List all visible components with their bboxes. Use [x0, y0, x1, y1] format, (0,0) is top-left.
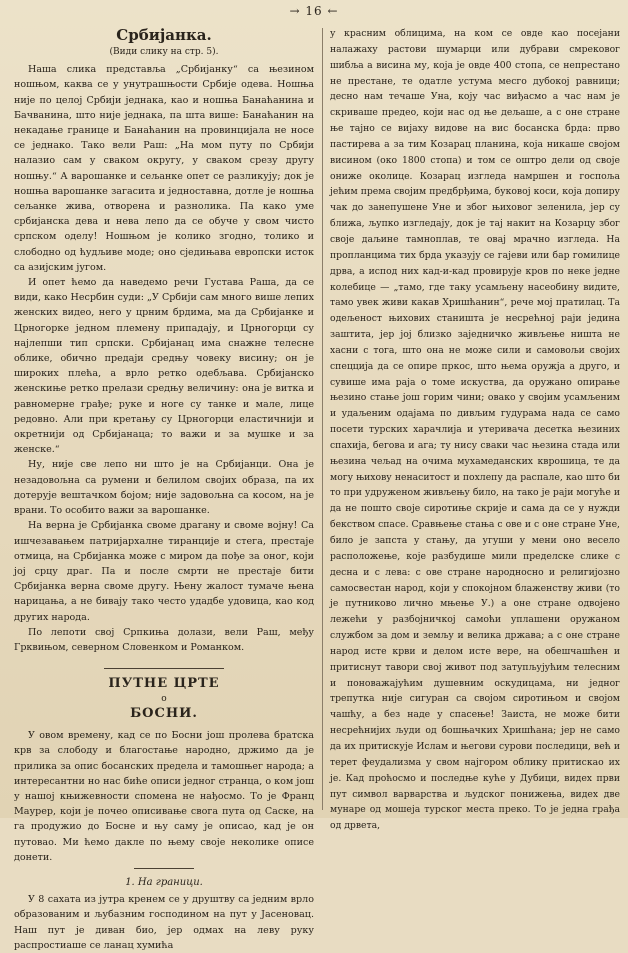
paragraph: У 8 сахата из јутра кренем се у друштву са једним врло образованим и љубазним господином на пут у Јасеновац. Наш пут је диван био, јер одмах на леву руку распростиаше се ланац хумића — [14, 894, 314, 951]
paragraph: Ну, није све лепо ни што је на Србијанци. Она је незадовољна са румени и белилом својих образа, па их дотерује вештачком бојом; није задовољна са косом, на је врани. То особито важи за варошанке. — [14, 459, 314, 517]
section-separator — [104, 658, 224, 669]
paragraph: У овом времену, кад се по Босни још пролева братска крв за слободу и благостање народно, држимо да је прилика за опис босанских предела и тамошњег народа; а интересантни но нас биће описи једног странца, о ком још у нашој књижевности спомена не нађосмо. То је Франц Маурер, који је почео описивање свога пута од Саске, на га продужио до Босне и њу саму је описао, кад је он путовао. Ми ћемо дакле по њему своје неколике описе донети. — [14, 730, 314, 863]
paragraph: На верна је Србијанка своме драгану и своме војну! Са ишчезавањем патријархалне тиранције и стега, престаје отмица, на Србијанка може с миром да пође за оног, који јој срцу драг. Па и после смрти не престаје бити Србијанка верна свомe другу. Њену жалост тумаче њена нарицања, а не бивају тако често удадбе удовица, као код других народа. — [14, 520, 314, 623]
paragraph: И опет ћемо да наведемо речи Густава Раша, да се види, како Несрбин суди: „У Србији сам много више лепих женских видео, него у црним брдима, ма да Србијанке и Црногорке једном племену припадају, и Црногорци су најлепши тип српски. Србијанац има снажне телесне облике, обично предаји средњу човеку висину; он је широких плећа, а врло ретко одебљава. Србијанско женскиње ретко прелази средњу величину: она је витка и равномерне грађе; руке и ноге су танке и мале, лице редовно. Али при кретању су Црногорци еластичнији и окретнији од Србијанаца; то важи и за мушке и за женске.“ — [14, 277, 314, 456]
subsection-title: 1. На граници. — [125, 876, 203, 888]
paragraph: у красним облицима, на ком се овде као посејани налажаху растови шумарци или дубрави смрековог шибља а висина му, која је овде 400 стопа, се непрестано не престане, те одатле устума месго дубокој равници; десно нам течаше Уна, коју час виђасмо а час нам је скриваше предео, који нас од ње дељаше, а с оне стране ње тајно се вијаху видове на вис босанска брда: прво пастирева а за тим Козарац планина, која никаше својом висином (око 1800 стопа) и том се оштро дели од своје ониже околице. Козарац изгледа намршен и госпоља јећим према својим предбрђима, буковој коси, која допиру чак до занепушене Уне и због њиховог зеленила, јер су ближа, љупко изгледају, док је тај накит на Козарцу због своје даљине тамноплав, те овај мрачно изгледа. На пропланцима тих брда указују се гајеви или бар гомилице дрва, а испод них кад-и-кад провирује кров по неке једне колебице — „тамо, где таку усамљену насеобину видите, тамо увек живи какав Хришћанин“, рече мој пратилац. Та одељеност њихових станишта је несрећној раји једина заштита, јер јој близко заједничко живљење ништа не хасни с тога, што она не може сили и самовољи својих спецција да се опире пркос, што њема оружја а друго, и сувише има раја о томе искуства, да оружано опирање њезино стање још горим чини; овако у своjим усамљеним и удаљеним одајама по дивљим гудурама нада се само посети турских харачлија и утеривача десетка њезиних спахија, бегова и ага; ту нису сваки час њезина стада или њезина чељад на очима мухамеданских кврошица, те да могу њихову ненаситост и похлепу да распале, као што би то при удруженом живљењу било, на тако је раји могуће и да не пошто своје сиротиње скрије и сама да се у нужди бекством спасе. Сравњење стања с ове и с оне стране Уне, било је запста у стању, да угуши у мени оно весело расположење, које разбудише мили пределске слике с десна и с лева: с ове стране народносно и религијозно самосвестан народ, који у спокојном блаженству живи (то је путниково лично мњење У.) а оне стране одвојено лежећи у разбојничкој самоћи уплашени оружаном службом за дом и земљу и велика држава; а с оне стране народ исте крви и делом исте вере, на обешчашћен и притиснут тавори свој живот под затупљујућим телесним и поноважајућим душевним оскудицама, ни једног трепутка није сигуран са својом сиротињом и својом чашћу, а без наде у спасење! Заиста, не може бити несрећнијих људи од бошњачких Хришћана; јер не само да их притискује Ислам и његови сурови последици, већ и терет феудализма у свом најгором облику притискао их је. Кад проћосмо и последње куће у Дубици, видех први пут символ варварства и људског понижења, видех две мунаре од мошеја турског места преко. То је једна грађа од дрвета, — [330, 28, 620, 832]
short-rule — [134, 868, 194, 869]
paragraph: Наша слика представља „Србијанку“ са њезином ношњом, каква се у унутрашњости Србије одева. Ношња није по целој Србији једнака, као и ношња Банаћанина и Бачванина, што није једнака, па шта више: Банаћанин на некадање границе и Банаћанин на провинцијала не носе се једнако. Тако вели Раш: „На мом путу по Србији налазио сам у сваком округу, у сваком срезу другу ношњу.“ А варошанке и сељанке опет се разликују; док је ношња варошанке загасита и једноставна, дотле је ношња сељанке жива, отворена и разнолика. Па како уме србијанска дева и нева лепо да се обуче у свом чисто српском оделу! Ношњом је колико згодно, толико и слободно од ћудљиве моде; оно сједињава европски исток са азијским југом. — [14, 64, 314, 273]
section-conjunction: о — [161, 694, 167, 705]
column-divider — [322, 28, 323, 810]
left-column — [14, 26, 314, 951]
section-title-second-line: БОСНИ. — [130, 706, 198, 722]
paragraph: По лепоти свој Српкиња долази, вели Раш, међу Грквињом, северном Словенком и Романком. — [14, 626, 314, 653]
article-title: Србијанка. — [116, 26, 212, 44]
section-title: ПУТНЕ ЦРТЕ — [108, 676, 220, 692]
article-subtitle: (Види слику на стр. 5). — [109, 47, 219, 57]
page-number: → 16 ← — [289, 4, 339, 18]
right-column — [330, 26, 620, 832]
